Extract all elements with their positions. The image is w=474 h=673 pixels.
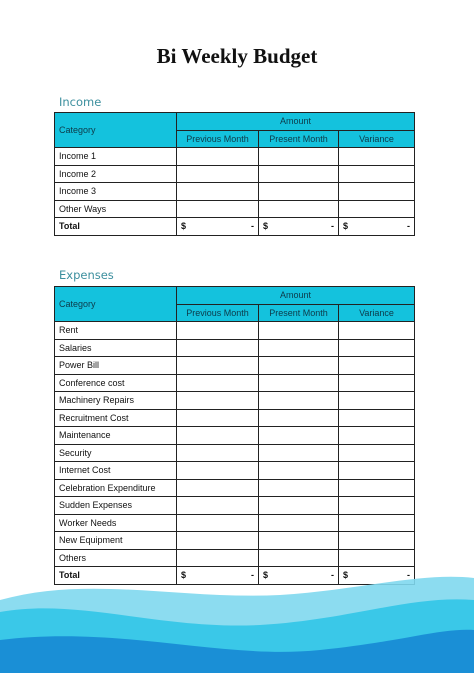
category-header: Category xyxy=(55,113,177,148)
income-section-label: Income xyxy=(59,95,102,109)
row-label: Income 1 xyxy=(55,148,177,166)
row-label: Sudden Expenses xyxy=(55,497,177,515)
row-label: Security xyxy=(55,444,177,462)
amount-header: Amount xyxy=(177,287,415,305)
row-label: Worker Needs xyxy=(55,514,177,532)
currency-symbol: $ xyxy=(181,221,187,232)
column-header: Present Month xyxy=(259,130,339,148)
row-label: Power Bill xyxy=(55,357,177,375)
total-value: - xyxy=(251,221,254,232)
row-label: Income 3 xyxy=(55,183,177,201)
row-label: New Equipment xyxy=(55,532,177,550)
row-label: Internet Cost xyxy=(55,462,177,480)
row-label: Machinery Repairs xyxy=(55,392,177,410)
column-header: Previous Month xyxy=(177,130,259,148)
currency-symbol: $ xyxy=(263,221,269,232)
column-header: Present Month xyxy=(259,304,339,322)
currency-symbol: $ xyxy=(343,570,349,581)
total-value: - xyxy=(407,570,410,581)
row-label: Celebration Expenditure xyxy=(55,479,177,497)
currency-symbol: $ xyxy=(263,570,269,581)
row-label: Rent xyxy=(55,322,177,340)
row-label: Maintenance xyxy=(55,427,177,445)
row-label: Salaries xyxy=(55,339,177,357)
column-header: Variance xyxy=(339,304,415,322)
currency-symbol: $ xyxy=(181,570,187,581)
page-title: Bi Weekly Budget xyxy=(156,44,318,68)
column-header: Previous Month xyxy=(177,304,259,322)
amount-header: Amount xyxy=(177,113,415,131)
row-label: Conference cost xyxy=(55,374,177,392)
total-value: - xyxy=(407,221,410,232)
total-value: - xyxy=(251,570,254,581)
column-header: Variance xyxy=(339,130,415,148)
total-value: - xyxy=(331,570,334,581)
expenses-section-label: Expenses xyxy=(59,268,114,282)
total-label: Total xyxy=(55,567,177,585)
currency-symbol: $ xyxy=(343,221,349,232)
total-value: - xyxy=(331,221,334,232)
row-label: Others xyxy=(55,549,177,567)
row-label: Other Ways xyxy=(55,200,177,218)
row-label: Recruitment Cost xyxy=(55,409,177,427)
row-label: Income 2 xyxy=(55,165,177,183)
category-header: Category xyxy=(55,287,177,322)
total-label: Total xyxy=(55,218,177,236)
